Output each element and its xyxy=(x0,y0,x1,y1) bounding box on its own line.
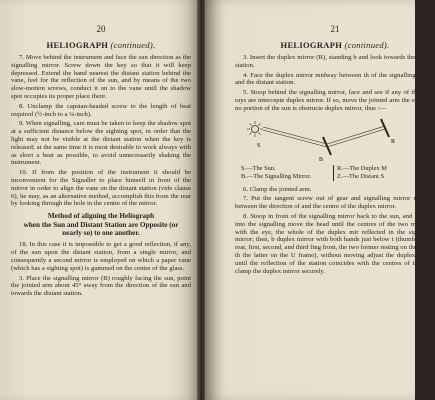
paragraph-5: 5. Stoop behind the signalling mirror, face and see if any of the sun's rays are intercepte duplex mirror. If so, move the jointed arm the sun until no portion of the sun is obstructe duplex mirror, thus :— xyxy=(235,89,435,112)
paragraph-3-left: 3. Place the signalling mirror (B) roughly facing the sun, point the jointed arm about 45° away from the direction of the sun and towards the distant station. xyxy=(11,274,191,298)
paragraph-18: 18. In this case it is impossible to get a good reflection, if any, of the sun upon the distant station, from a single mirror, and consequently a second mirror is employed on which a paper vane (which has a sighting spot) is gummed on the centre of the glass. xyxy=(11,241,191,272)
diagram-label-r: R xyxy=(391,138,396,145)
right-page xyxy=(205,0,435,400)
paragraph-10: 10. If from the position of the instrument it should be inconvenient for the Signaller to place himself in front of the mirror in order to align the vane on the distant station (vide clause 6), he may, as an alternative method, accomplish this from the rear by looking through the hole in the centre of the mirror. xyxy=(11,169,191,208)
paragraph-7-right: 7. Put the tangent screw out of gear and signalling mirror midway between the direction of and the centre of the duplex mirror. xyxy=(235,195,435,211)
sun-icon xyxy=(247,121,263,137)
heading-continued: (continued). xyxy=(110,40,156,50)
paragraph-7: 7. Move behind the instrument and face the sun direction as the signalling mirror. Screw down the key so that it will keep depressed. Extend the hand nearest the distant station behind the vane, feel for the reflection of the sun, and by means of the two slow-motion screws, conduct it on to the vane until the shadow spot occupies its proper place there. xyxy=(11,54,191,100)
left-page xyxy=(0,0,198,400)
legend-left-column xyxy=(241,165,311,181)
paragraph-6: 6. Clamp the jointed arm. xyxy=(243,185,312,193)
diagram-svg xyxy=(235,115,405,163)
right-page-content xyxy=(235,24,435,277)
subheading-line: Method of aligning the Heliograph xyxy=(47,212,155,221)
page-number-right: 21 xyxy=(330,24,340,34)
page-number-left: 20 xyxy=(96,24,106,34)
paragraph-9: 9. When signalling, care must be taken to keep the shadow spot at a sufficient distance below the sighting spot, in order that the light may not be visible at the distant station when the key is released; at the same time it is most desirable to work always with as short a beat as possible, to avoid unnecessarily shaking the instrument. xyxy=(11,120,191,167)
page-heading-right xyxy=(235,40,435,50)
heading-continued: (continued). xyxy=(344,40,390,50)
heading-text: HELIOGRAPH xyxy=(280,40,343,50)
duplex-mirror-shape xyxy=(381,119,389,137)
legend-entry: S.—The Sun. xyxy=(241,164,276,172)
subheading-line: when the Sun and Distant Station are Opposite (or xyxy=(23,220,179,229)
diagram-label-s: S xyxy=(257,142,261,149)
subheading-line: nearly so) to one another. xyxy=(62,228,140,237)
paragraph-4: 4. Face the duplex mirror midway between th of the signalling mirror and the distant station. xyxy=(235,71,435,87)
legend-right-column xyxy=(333,165,387,181)
page-heading-left xyxy=(11,40,191,50)
diagram-label-b: B xyxy=(319,156,324,163)
paragraph-3-right: 3. Insert the duplex mirror (R), standing b and look towards the distant station. xyxy=(235,54,435,69)
legend-entry: Z.—The Distant S xyxy=(337,172,385,180)
heading-text: HELIOGRAPH xyxy=(46,40,109,50)
light-ray xyxy=(263,126,385,147)
left-page-content xyxy=(11,24,191,300)
mirror-diagram xyxy=(235,115,435,163)
legend-entry: R.—The Duplex M xyxy=(337,164,387,172)
paragraph-8: 8. Unclamp the capstan-headed screw to the length of beat required (½-inch to a ¼-inch). xyxy=(11,102,191,118)
diagram-legend xyxy=(235,165,435,183)
paragraph-8-right: 8. Stoop in front of the signalling mirror back to the sun, and looking into the signalling move the head until the centres of the two mirr line with the eye, the whole of the duplex mir reflected in the signalling mirror; then, b duplex mirror with both hands just below t (thumbs to the rear, first, second, and third fing front, the two former resting on the rim of th the latter on the U frame), without moving adjust the duplex mirror until the reflection of the station coincides with the centres of the mirr clamp the duplex mirror securely. xyxy=(235,212,435,275)
legend-entry: B.—The Signalling Mirror. xyxy=(241,172,311,180)
section-subheading xyxy=(11,212,191,237)
